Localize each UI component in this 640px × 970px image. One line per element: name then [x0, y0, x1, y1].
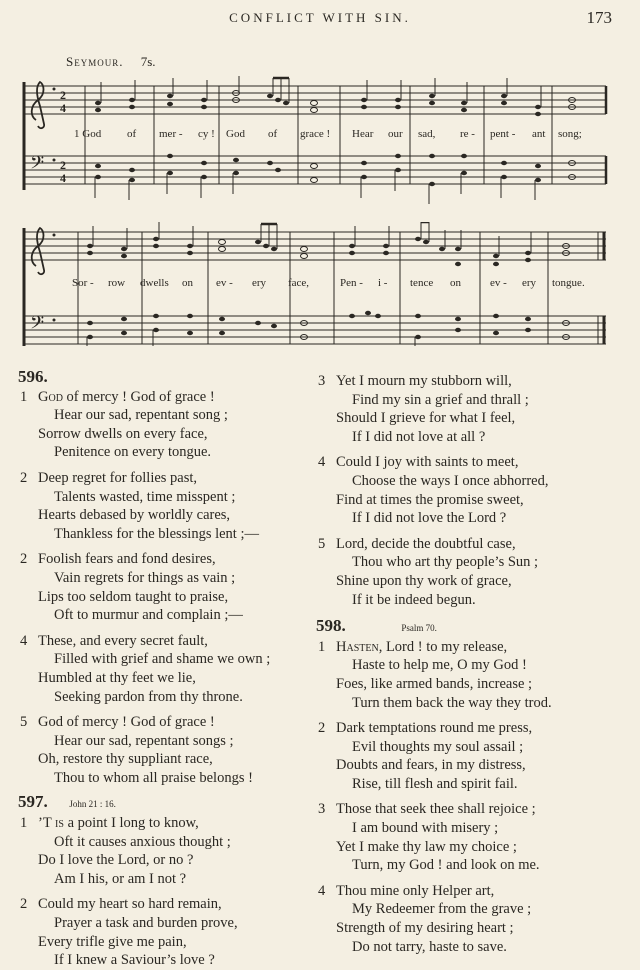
verse-line: Choose the ways I once abhorred,: [352, 472, 549, 489]
verse-line: Thou to whom all praise belongs !: [54, 769, 253, 786]
verse-number: 2: [20, 551, 28, 568]
lyric-syllable: ant: [532, 128, 546, 140]
verse-line: Sorrow dwells on every face,: [38, 425, 208, 442]
verse-line: Find my sin a grief and thrall ;: [352, 391, 529, 408]
time-signature-top-bass: 2: [60, 158, 66, 172]
hymn-596-heading: [18, 368, 310, 388]
treble-clef-icon: [32, 82, 44, 128]
verse-line: Strength of my desiring heart ;: [336, 920, 514, 937]
verse-number: 4: [20, 632, 28, 649]
hymn-596-stanza-3: [18, 550, 310, 624]
verse-line: Humbled at thy feet we lie,: [38, 669, 196, 686]
hymn-number: 598.: [316, 616, 346, 636]
verse-line: If I did not love the Lord ?: [352, 510, 507, 527]
hymn-597-heading: [18, 793, 310, 814]
verse-line: Turn, my God ! and look on me.: [352, 857, 540, 874]
lyric-syllable: 1 God: [74, 128, 102, 140]
verse-line: Do I love the Lord, or no ?: [38, 852, 194, 869]
lyric-syllable: on: [182, 277, 193, 289]
verse-line: Could I joy with saints to meet,: [336, 454, 519, 471]
hymn-596-stanza-1: [18, 388, 310, 462]
verse-line: Oft it causes anxious thought ;: [54, 833, 231, 850]
verse-line: Am I his, or am I not ?: [54, 870, 187, 887]
time-signature-bottom: 4: [60, 101, 66, 115]
lyric-syllable: ery: [522, 277, 537, 289]
lyric-syllable: re -: [460, 128, 475, 140]
hymn-597-stanza-2: [18, 895, 310, 969]
treble-clef-icon: [32, 228, 44, 274]
verse-number: 1: [20, 815, 28, 832]
verse-line: Yet I make thy law my choice ;: [336, 838, 517, 855]
verse-line: Rise, till flesh and spirit fail.: [352, 775, 518, 792]
verse-line: Foes, like armed bands, increase ;: [336, 675, 533, 692]
verse-line: God of mercy ! God of grace !: [38, 714, 215, 731]
verse-line: Filled with grief and shame we own ;: [54, 651, 271, 668]
hymn-596-stanza-5-cont: [316, 535, 616, 609]
verse-line: Hear our sad, repentant song ;: [54, 407, 228, 424]
lyric-syllable: of: [268, 128, 278, 140]
hymn-number: 596.: [18, 367, 48, 386]
lyric-syllable: Hear: [352, 128, 374, 140]
hymn-598-stanza-1: [316, 638, 616, 712]
lyric-syllable: face,: [288, 277, 310, 289]
time-signature-bottom-bass: 4: [60, 171, 66, 185]
hymn-596-stanza-3-cont: [316, 372, 616, 446]
verse-number: 1: [318, 638, 326, 655]
verse-line: Prayer a task and burden prove,: [54, 915, 238, 932]
lyric-syllable: Pen -: [340, 277, 363, 289]
verse-line: I am bound with misery ;: [352, 820, 499, 837]
lyric-syllable: ev -: [490, 277, 507, 289]
tune-heading: [66, 54, 156, 70]
verse-line: Hear our sad, repentant songs ;: [54, 732, 234, 749]
verse-number: 2: [20, 469, 28, 486]
hymn-number: 597.: [18, 792, 48, 812]
scripture-reference: Psalm 70.: [401, 623, 437, 634]
verse-line: Find at times the promise sweet,: [336, 491, 524, 508]
lyric-syllable: ery: [252, 277, 267, 289]
hymn-598-stanza-4: [316, 882, 616, 956]
verse-number: 1: [20, 388, 28, 405]
verse-line: Oft to murmur and complain ;—: [54, 607, 243, 624]
verse-number: 2: [20, 896, 28, 913]
verse-lead-word: God: [38, 388, 63, 405]
verse-line: a point I long to know,: [67, 815, 199, 832]
verse-number: 4: [318, 882, 326, 899]
verse-line: Shine upon thy work of grace,: [336, 572, 512, 589]
verse-line: Turn them back the way they trod.: [352, 694, 552, 711]
verse-line: Thou who art thy people’s Sun ;: [352, 554, 539, 571]
verse-line: Doubts and fears, in my distress,: [336, 757, 526, 774]
lyric-syllable: tongue.: [552, 277, 585, 289]
verse-number: 2: [318, 720, 326, 737]
lyric-syllable: our: [388, 128, 403, 140]
verse-line: Penitence on every tongue.: [54, 444, 212, 461]
lyric-syllable: tence: [410, 277, 434, 289]
verse-line: Hearts debased by worldly cares,: [38, 507, 231, 524]
page-number: 173: [586, 8, 612, 27]
verse-line: Dark temptations round me press,: [336, 720, 533, 737]
hymn-598-stanza-3: [316, 800, 616, 874]
lyric-syllable: cy !: [198, 128, 215, 140]
lyric-syllable: Sor -: [72, 277, 94, 289]
verse-line: Foolish fears and fond desires,: [38, 551, 216, 568]
lyrics-line-2: [0, 277, 640, 293]
verse-line: Talents wasted, time misspent ;: [54, 488, 236, 505]
verse-line: Thou mine only Helper art,: [336, 882, 495, 899]
verse-line: Could my heart so hard remain,: [38, 896, 222, 913]
verse-number: 4: [318, 454, 326, 471]
lyric-syllable: of: [127, 128, 137, 140]
lyric-syllable: song;: [558, 128, 582, 140]
verse-line: These, and every secret fault,: [38, 632, 208, 649]
verse-line: Oh, restore thy suppliant race,: [38, 751, 213, 768]
lyric-syllable: pent -: [490, 128, 516, 140]
lyric-syllable: dwells: [140, 277, 169, 289]
hymn-596-stanza-4: [18, 632, 310, 706]
verse-line: Deep regret for follies past,: [38, 469, 198, 486]
verse-line: Thankless for the blessings lent ;—: [54, 525, 259, 542]
verse-line: If I knew a Saviour’s love ?: [54, 952, 215, 969]
bass-clef-icon: 𝄢: [30, 313, 45, 338]
verse-line: Haste to help me, O my God !: [352, 657, 527, 674]
lyric-syllable: on: [450, 277, 461, 289]
tune-meter: 7s.: [140, 54, 156, 69]
verse-line: Lord ! to my release,: [385, 638, 508, 655]
tune-name: Seymour.: [66, 54, 124, 69]
hymn-598-stanza-2: [316, 719, 616, 793]
verse-number: 5: [318, 535, 326, 552]
bass-clef-icon: 𝄢: [30, 153, 45, 178]
verse-number: 3: [318, 801, 326, 818]
verse-line: Should I grieve for what I feel,: [336, 410, 516, 427]
verse-line: of mercy ! God of grace !: [66, 388, 215, 405]
running-title: CONFLICT WITH SIN.: [229, 10, 411, 25]
hymn-596-stanza-5: [18, 713, 310, 787]
verse-line: Vain regrets for things as vain ;: [54, 569, 236, 586]
verse-lead-word: ’T is: [38, 815, 64, 832]
hymn-596-stanza-4-cont: [316, 453, 616, 527]
verse-line: Those that seek thee shall rejoice ;: [336, 801, 536, 818]
verse-line: Lord, decide the doubtful case,: [336, 535, 516, 552]
verse-line: Seeking pardon from thy throne.: [54, 688, 243, 705]
hymn-597-stanza-1: [18, 814, 310, 888]
verse-line: Yet I mourn my stubborn will,: [336, 373, 512, 389]
verse-line: Do not tarry, haste to save.: [352, 938, 507, 955]
verse-line: Lips too seldom taught to praise,: [38, 588, 229, 605]
verse-lead-word: Hasten,: [336, 638, 383, 655]
lyric-syllable: row: [108, 277, 126, 289]
verse-line: Every trifle give me pain,: [38, 933, 187, 950]
scripture-reference: John 21 : 16.: [69, 799, 116, 810]
right-column: [316, 372, 616, 956]
lyric-syllable: mer -: [159, 128, 183, 140]
lyric-syllable: i -: [378, 277, 388, 289]
verse-line: My Redeemer from the grave ;: [352, 901, 532, 918]
verse-line: Evil thoughts my soul assail ;: [352, 738, 524, 755]
lyric-syllable: ev -: [216, 277, 233, 289]
verse-number: 5: [20, 714, 28, 731]
hymn-596-stanza-2: [18, 469, 310, 543]
lyric-syllable: grace !: [300, 128, 331, 140]
verse-number: 3: [318, 373, 326, 389]
time-signature-top: 2: [60, 88, 66, 102]
lyric-syllable: God: [226, 128, 245, 140]
verse-line: If I did not love at all ?: [352, 428, 486, 445]
hymn-598-heading: [316, 617, 616, 638]
lyric-syllable: sad,: [418, 128, 436, 140]
verse-line: If it be indeed begun.: [352, 591, 476, 608]
lyrics-line-1: [0, 128, 640, 144]
left-column: [18, 368, 310, 970]
